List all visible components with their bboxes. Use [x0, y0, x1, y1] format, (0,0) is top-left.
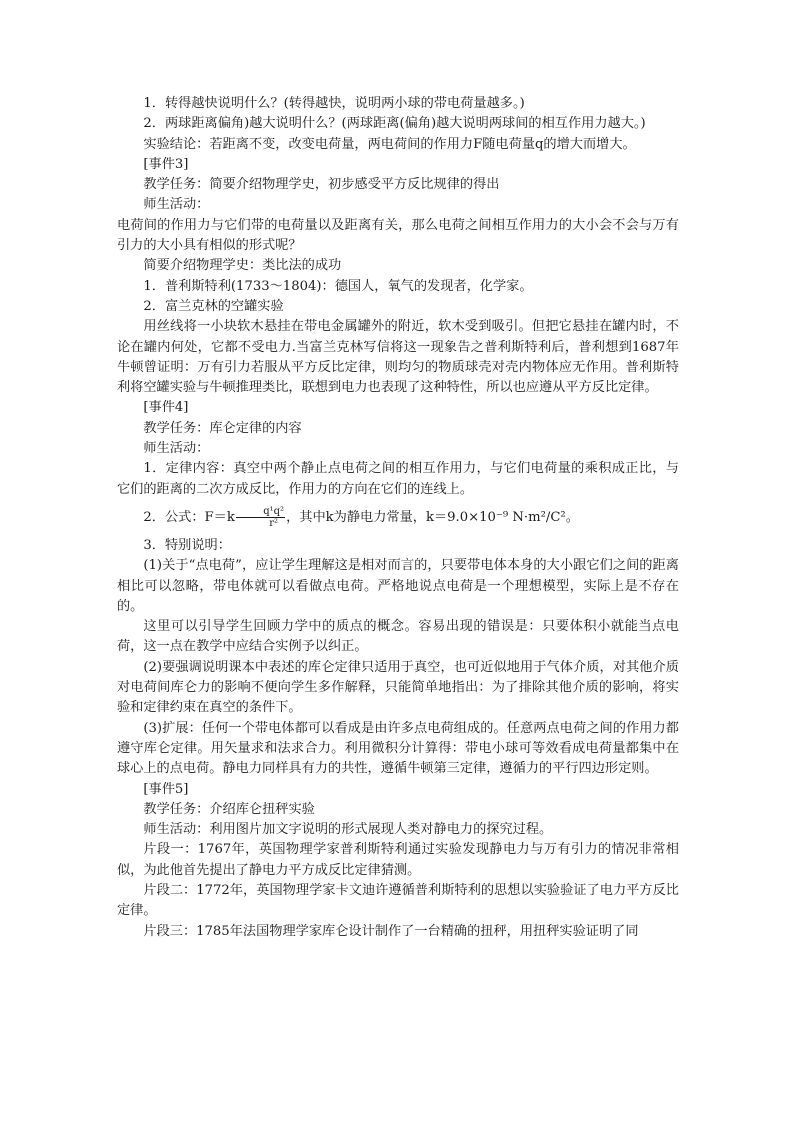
paragraph: 师生活动：: [143, 441, 210, 457]
paragraph: (2)要强调说明课本中表述的库仑定律只适用于真空，也可近似地用于气体介质，对其他介质对电荷间库仑力的影响不便向学生多作解释，只能简单地指出：为了排除其他介质的影响，将实验和定律约束在真空的条件下。: [117, 659, 679, 716]
paragraph: 片段三：1785年法国物理学家库仑设计制作了一台精确的扭秤，用扭秤实验证明了同: [143, 923, 639, 939]
paragraph: 1．转得越快说明什么？(转得越快，说明两小球的带电荷量越多。): [143, 96, 525, 111]
formula-denominator: r²: [269, 517, 279, 529]
paragraph: 教学任务：简要介绍物理学史，初步感受平方反比规律的得出: [143, 177, 500, 193]
paragraph: 1．普利斯特利(1733～1804)：德国人，氧气的发现者，化学家。: [143, 278, 533, 294]
paragraph: 用丝线将一小块软木悬挂在带电金属罐外的附近，软木受到吸引。但把它悬挂在罐内时，不论在罐内何处，它都不受电力.当富兰克林写信将这一现象告之普利斯特利后，普利想到1687年牛顿曾证明：万有引力若服从平方反比定律，则均匀的物质球壳对壳内物体应无作用。普利斯特利将空罐实验与牛顿推理类比，联想到电力也表现了这种特性，所以也应遵从平方反比定律。: [117, 319, 679, 396]
coulomb-formula: [117, 504, 679, 532]
paragraph: 师生活动：: [143, 197, 210, 213]
paragraph: (3)扩展：任何一个带电体都可以看成是由许多点电荷组成的。任意两点电荷之间的作用力都遵守库仑定律。用矢量求和法求合力。利用微积分计算得：带电小球可等效看成电荷量都集中在球心上的点电荷。静电力同样具有力的共性，遵循牛顿第三定律，遵循力的平行四边形定则。: [117, 720, 679, 777]
paragraph: 简要介绍物理学史：类比法的成功: [143, 258, 342, 274]
paragraph: 1．定律内容：真空中两个静止点电荷之间的相互作用力，与它们电荷量的乘积成正比，与它们的距离的二次方成反比，作用力的方向在它们的连线上。: [117, 461, 679, 497]
formula-suffix: ，其中k为静电力常量，k＝9.0×10⁻⁹ N·m²/C²。: [286, 509, 579, 525]
section-label: [事件5]: [143, 781, 189, 797]
paragraph: 这里可以引导学生回顾力学中的质点的概念。容易出现的错误是：只要体积小就能当点电荷，这一点在教学中应结合实例予以纠正。: [117, 619, 679, 655]
paragraph: 片段一：1767年，英国物理学家普利斯特利通过实验发现静电力与万有引力的情况非常相似，为此他首先提出了静电力平方成反比定律猜测。: [117, 842, 679, 878]
document-page: [117, 94, 679, 942]
paragraph: 电荷间的作用力与它们带的电荷量以及距离有关，那么电荷之间相互作用力的大小会不会与万有引力的大小具有相似的形式呢？: [117, 217, 679, 254]
formula-fraction: [236, 506, 285, 529]
paragraph: 2．两球距离偏角)越大说明什么？(两球距离(偏角)越大说明两球间的相互作用力越大。): [143, 116, 646, 132]
paragraph: 片段二：1772年，英国物理学家卡文迪许遵循普利斯特利的思想以实验验证了电力平方反比定律。: [117, 882, 679, 919]
paragraph: 教学任务：库仑定律的内容: [143, 420, 302, 436]
paragraph: 2．富兰克林的空罐实验: [143, 298, 284, 314]
formula-numerator: q¹q²: [236, 506, 285, 518]
paragraph: (1)关于“点电荷”，应让学生理解这是相对而言的，只要带电体本身的大小跟它们之间的距离相比可以忽略，带电体就可以看做点电荷。严格地说点电荷是一个理想模型，实际上是不存在的。: [117, 558, 679, 614]
section-label: [事件3]: [143, 156, 189, 172]
formula-prefix: 2．公式：F＝k: [143, 509, 235, 525]
section-label: [事件4]: [143, 400, 189, 416]
paragraph: 师生活动：利用图片加文字说明的形式展现人类对静电力的探究过程。: [143, 822, 553, 838]
paragraph: 教学任务：介绍库仑扭秤实验: [143, 801, 315, 817]
paragraph: 实验结论：若距离不变，改变电荷量，两电荷间的作用力F随电荷量q的增大而增大。: [143, 136, 636, 152]
paragraph: 3．特别说明：: [143, 537, 231, 553]
